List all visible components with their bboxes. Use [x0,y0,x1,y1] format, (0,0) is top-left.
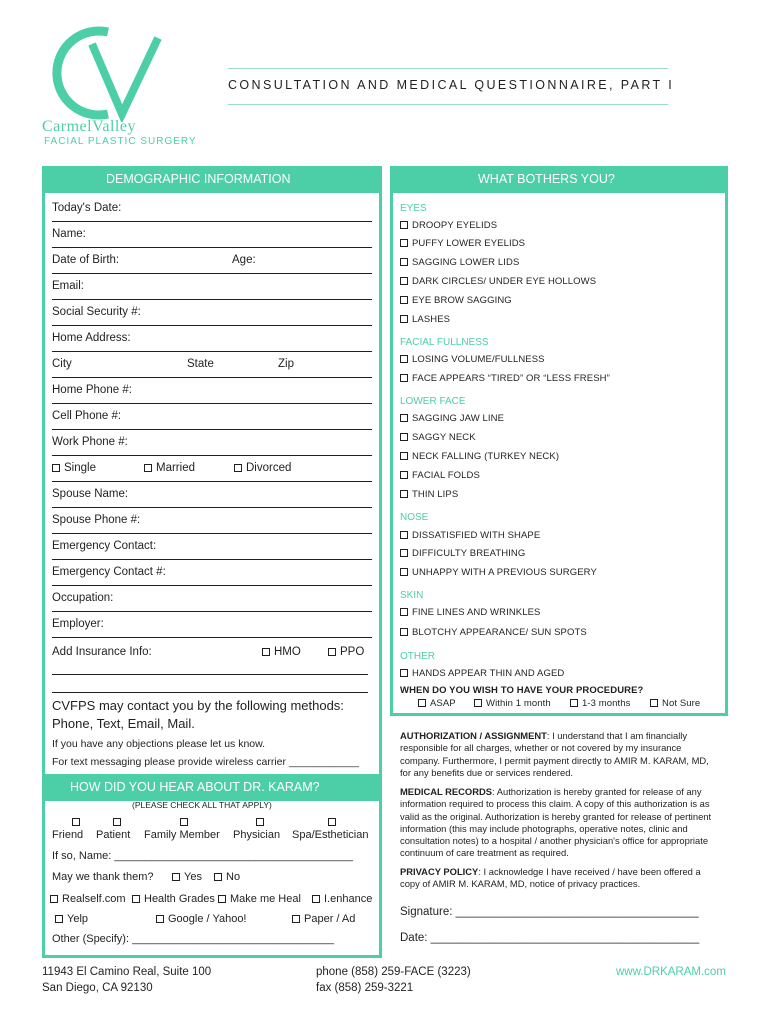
date-field[interactable]: Date: __________________________________________ [400,932,700,944]
single-option[interactable]: Single [52,462,96,474]
email-field[interactable] [52,274,372,300]
check-all-note: (PLEASE CHECK ALL THAT APPLY) [132,800,272,810]
item-blotchy[interactable]: BLOTCHY APPEARANCE/ SUN SPOTS [400,627,587,638]
healthgrades-option[interactable]: Health Grades [132,893,215,905]
folds-checkbox[interactable] [400,471,408,479]
emergency-contact-number-field[interactable] [52,560,372,586]
friend-label: Friend [52,829,84,841]
timing-not-sure-option[interactable]: Not Sure [650,698,700,709]
neck-falling-checkbox[interactable] [400,452,408,460]
item-sagging-jaw[interactable]: SAGGING JAW LINE [400,413,504,424]
item-lashes[interactable]: LASHES [400,314,450,325]
logo-name: CarmelValley [42,118,136,135]
makemeheal-checkbox[interactable] [218,895,226,903]
header-rule-top [228,68,668,69]
yelp-checkbox[interactable] [55,915,63,923]
name-field[interactable] [52,222,372,248]
lips-checkbox[interactable] [400,490,408,498]
yes-checkbox[interactable] [172,873,180,881]
privacy-paragraph: PRIVACY POLICY: I acknowledge I have received / have been offered a copy of AMIR M. KARAM, MD, notice of privacy practices. [400,866,701,890]
authorization-paragraph: AUTHORIZATION / ASSIGNMENT: I understand that I am financially responsible for all charges, whether or not covered by my insurance company. Furthermore, I permit payment directly to AMIR M. KARAM, MD, for any benefits due or services rendered. [400,730,709,778]
google-option[interactable]: Google / Yahoo! [156,913,247,925]
home-phone-field[interactable] [52,378,372,404]
yelp-option[interactable]: Yelp [55,913,88,925]
address-line-2: San Diego, CA 92130 [42,982,153,994]
paper-option[interactable]: Paper / Ad [292,913,355,925]
previous-surgery-checkbox[interactable] [400,568,408,576]
zip-label: Zip [278,358,294,370]
contact-methods-line2: Phone, Text, Email, Mail. [52,716,195,731]
item-puffy-lower-eyelids[interactable]: PUFFY LOWER EYELIDS [400,238,525,249]
demographic-heading: DEMOGRAPHIC INFORMATION [42,166,382,193]
ppo-checkbox[interactable] [328,648,336,656]
saggy-neck-checkbox[interactable] [400,433,408,441]
section-lower-face: LOWER FACE [400,396,466,407]
hear-heading: HOW DID YOU HEAR ABOUT DR. KARAM? [42,774,382,801]
dark-circles-checkbox[interactable] [400,277,408,285]
item-droopy-eyelids[interactable]: DROOPY EYELIDS [400,220,497,231]
timing-asap-option[interactable]: ASAP [418,698,456,709]
realself-option[interactable]: Realself.com [50,893,126,905]
fax-number: fax (858) 259-3221 [316,982,414,994]
item-neck-falling[interactable]: NECK FALLING (TURKEY NECK) [400,451,559,462]
cell-phone-label: Cell Phone #: [52,410,122,422]
spouse-name-label: Spouse Name: [52,488,129,500]
patient-checkbox[interactable] [113,818,121,826]
medical-records-paragraph: MEDICAL RECORDS: Authorization is hereby granted for release of any information required to process this claim. A copy of this authorization is as valid as the original. Authorization is hereby granted for release of pertinent information (this may include photographs, operative notes, clinic and consultation notes) to a hospital / another physician's office for appropriate continuum of care treatment as required. [400,786,712,859]
physician-checkbox[interactable] [256,818,264,826]
thank-question: May we thank them? [52,871,154,883]
state-label: State [187,358,214,370]
logo-cv-monogram [40,22,170,122]
section-other: OTHER [400,651,435,662]
married-checkbox[interactable] [144,464,152,472]
item-difficulty-breathing[interactable]: DIFFICULTY BREATHING [400,548,525,559]
tired-checkbox[interactable] [400,374,408,382]
ssn-field[interactable] [52,300,372,326]
timing-three-months-option[interactable]: 1-3 months [570,698,631,709]
item-losing-volume[interactable]: LOSING VOLUME/FULLNESS [400,354,545,365]
work-phone-label: Work Phone #: [52,436,128,448]
page-title: CONSULTATION AND MEDICAL QUESTIONNAIRE, PART I [228,78,675,92]
fine-lines-checkbox[interactable] [400,608,408,616]
employer-field[interactable] [52,612,372,638]
physician-label: Physician [233,829,281,841]
lashes-checkbox[interactable] [400,315,408,323]
ienhance-option[interactable]: I.enhance [312,893,372,905]
thank-yes-option[interactable]: Yes [172,871,202,883]
item-fine-lines[interactable]: FINE LINES AND WRINKLES [400,607,540,618]
occupation-field[interactable] [52,586,372,612]
footer-address [42,964,211,996]
family-checkbox[interactable] [180,818,188,826]
droopy-checkbox[interactable] [400,221,408,229]
address-line-1: 11943 El Camino Real, Suite 100 [42,966,212,978]
no-checkbox[interactable] [214,873,222,881]
home-phone-label: Home Phone #: [52,384,132,396]
item-saggy-neck[interactable]: SAGGY NECK [400,432,476,443]
employer-label: Employer: [52,618,104,630]
contact-methods-line1: CVFPS may contact you by the following methods: [52,698,344,713]
marital-status-row [52,456,372,482]
thank-no-option[interactable]: No [214,871,240,883]
google-checkbox[interactable] [156,915,164,923]
blotchy-checkbox[interactable] [400,628,408,636]
volume-checkbox[interactable] [400,355,408,363]
emergency-contact-field[interactable] [52,534,372,560]
spa-checkbox[interactable] [328,818,336,826]
wireless-carrier-field[interactable]: For text messaging please provide wireless carrier ____________ [52,756,360,768]
signature-field[interactable]: Signature: ______________________________________ [400,906,699,918]
emergency-contact-number-label: Emergency Contact #: [52,566,166,578]
item-dark-circles[interactable]: DARK CIRCLES/ UNDER EYE HOLLOWS [400,276,596,287]
hmo-option[interactable]: HMO [262,646,301,658]
item-thin-lips[interactable]: THIN LIPS [400,489,458,500]
referrer-name-field[interactable]: If so, Name: _______________________________________ [52,850,353,862]
patient-label: Patient [96,829,131,841]
insurance-line-2[interactable] [52,692,368,693]
married-option[interactable]: Married [144,462,195,474]
divorced-option[interactable]: Divorced [234,462,291,474]
emergency-contact-label: Emergency Contact: [52,540,157,552]
spouse-name-field[interactable] [52,482,372,508]
website-link[interactable]: www.DRKARAM.com [616,966,726,978]
home-address-field[interactable] [52,326,372,352]
city-state-zip-field[interactable] [52,352,372,378]
friend-checkbox[interactable] [72,818,80,826]
paper-checkbox[interactable] [292,915,300,923]
objections-note: If you have any objections please let us know. [52,738,266,750]
work-phone-field[interactable] [52,430,372,456]
city-label: City [52,358,72,370]
item-sagging-lower-lids[interactable]: SAGGING LOWER LIDS [400,257,519,268]
single-checkbox[interactable] [52,464,60,472]
brow-checkbox[interactable] [400,296,408,304]
todays-date-label: Today's Date: [52,202,122,214]
email-label: Email: [52,280,84,292]
healthgrades-checkbox[interactable] [132,895,140,903]
home-address-label: Home Address: [52,332,131,344]
jaw-checkbox[interactable] [400,414,408,422]
header-rule-bottom [228,104,668,105]
hands-checkbox[interactable] [400,669,408,677]
one-month-checkbox[interactable] [474,699,482,707]
name-label: Name: [52,228,86,240]
item-unhappy-previous[interactable]: UNHAPPY WITH A PREVIOUS SURGERY [400,567,597,578]
spouse-phone-field[interactable] [52,508,372,534]
asap-checkbox[interactable] [418,699,426,707]
dob-label: Date of Birth: [52,254,120,266]
ppo-option[interactable]: PPO [328,646,364,658]
section-skin: SKIN [400,590,424,601]
not-sure-checkbox[interactable] [650,699,658,707]
family-label: Family Member [144,829,220,841]
section-eyes: EYES [400,203,427,214]
cell-phone-field[interactable] [52,404,372,430]
footer-phone [316,964,471,996]
realself-checkbox[interactable] [50,895,58,903]
section-facial-fullness: FACIAL FULLNESS [400,337,489,348]
occupation-label: Occupation: [52,592,114,604]
bothers-heading: WHAT BOTHERS YOU? [390,166,728,193]
item-hands-aged[interactable]: HANDS APPEAR THIN AND AGED [400,668,564,679]
other-source-field[interactable]: Other (Specify): _________________________________ [52,933,334,945]
item-eyebrow-sagging[interactable]: EYE BROW SAGGING [400,295,512,306]
age-label: Age: [232,254,256,266]
spouse-phone-label: Spouse Phone #: [52,514,141,526]
hmo-checkbox[interactable] [262,648,270,656]
logo-subtitle: FACIAL PLASTIC SURGERY [44,136,197,147]
item-facial-folds[interactable]: FACIAL FOLDS [400,470,480,481]
puffy-checkbox[interactable] [400,239,408,247]
section-nose: NOSE [400,512,429,523]
item-dissatisfied-shape[interactable]: DISSATISFIED WITH SHAPE [400,530,540,541]
makemeheal-option[interactable]: Make me Heal [218,893,301,905]
dob-field[interactable] [52,248,372,274]
item-face-tired[interactable]: FACE APPEARS “TIRED” OR “LESS FRESH” [400,373,610,384]
breathing-checkbox[interactable] [400,549,408,557]
timing-one-month-option[interactable]: Within 1 month [474,698,551,709]
ssn-label: Social Security #: [52,306,141,318]
shape-checkbox[interactable] [400,531,408,539]
three-months-checkbox[interactable] [570,699,578,707]
divorced-checkbox[interactable] [234,464,242,472]
ienhance-checkbox[interactable] [312,895,320,903]
spa-label: Spa/Esthetician [292,829,369,841]
procedure-timing-question: WHEN DO YOU WISH TO HAVE YOUR PROCEDURE? [400,685,644,696]
insurance-row [52,640,372,666]
insurance-line-1[interactable] [52,674,368,675]
insurance-label: Add Insurance Info: [52,646,152,658]
sagging-lids-checkbox[interactable] [400,258,408,266]
todays-date-field[interactable] [52,196,372,222]
phone-number: phone (858) 259-FACE (3223) [316,966,471,978]
